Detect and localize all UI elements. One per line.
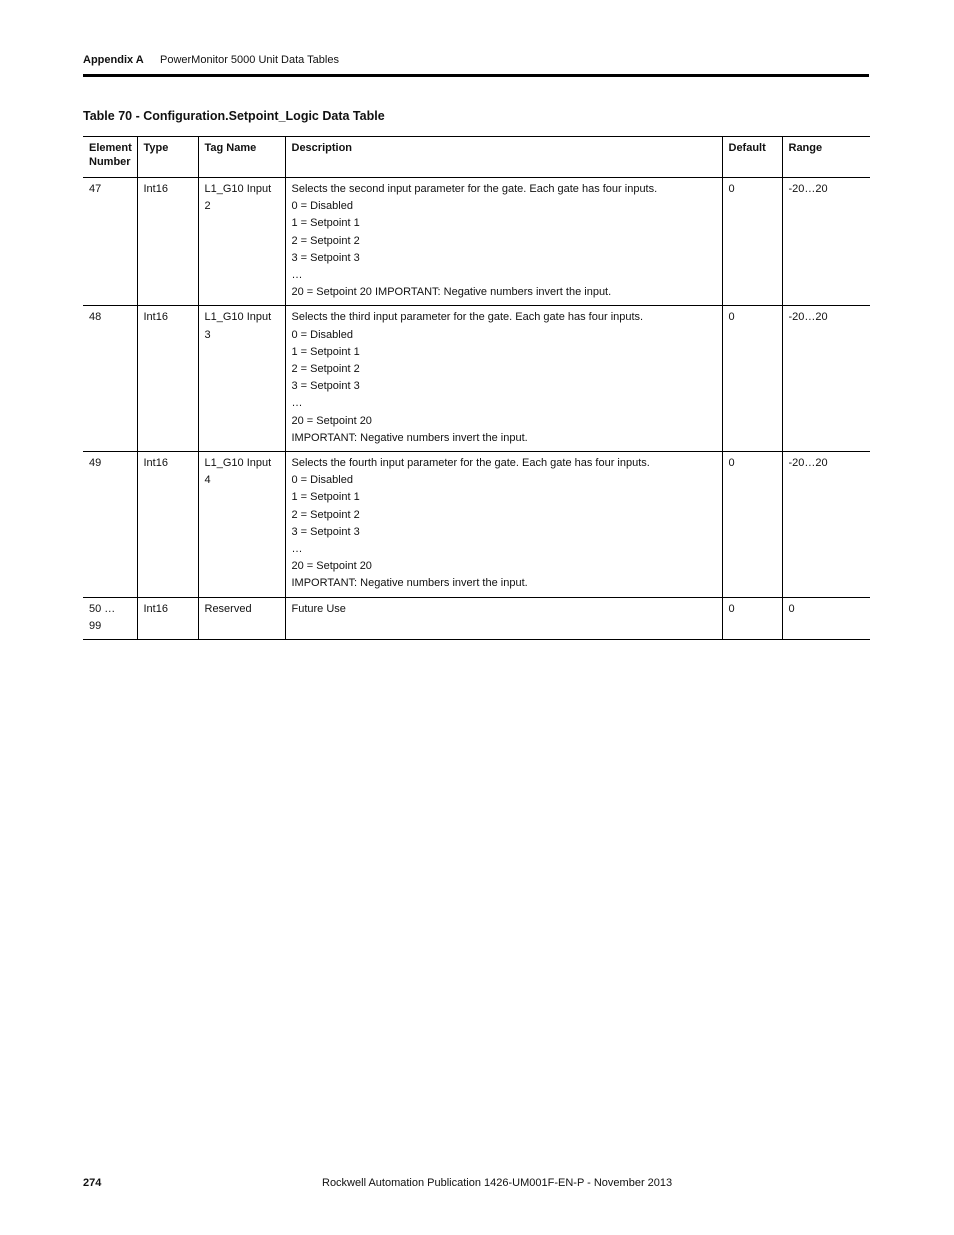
description-cell [285,178,722,306]
table-row [83,597,870,639]
range-cell: -20…20 [782,306,870,452]
type-cell: Int16 [137,178,198,306]
type-cell: Int16 [137,452,198,598]
description-line: 3 = Setpoint 3 [291,525,360,538]
table-row [83,178,870,306]
range-cell: -20…20 [782,178,870,306]
description-line: … [291,397,303,410]
column-header-tag-name: Tag Name [198,137,285,178]
column-header-type: Type [137,137,198,178]
description-line: Future Use [291,602,346,615]
description-cell [285,452,722,598]
description-line: IMPORTANT: Negative numbers invert the input. [291,431,528,444]
setpoint-logic-table [83,136,870,640]
type-cell: Int16 [137,597,198,639]
range-cell: -20…20 [782,452,870,598]
description-line: 2 = Setpoint 2 [291,363,360,376]
element-number-cell: 47 [83,178,137,306]
description-line: 20 = Setpoint 20 [291,414,372,427]
type-cell: Int16 [137,306,198,452]
description-line: 20 = Setpoint 20 [291,560,372,573]
description-line: … [291,543,303,556]
table-caption: Table 70 - Configuration.Setpoint_Logic Data Table [83,109,385,123]
column-header-description: Description [285,137,722,178]
description-line: 1 = Setpoint 1 [291,345,360,358]
description-line: 1 = Setpoint 1 [291,217,360,230]
publication-footer: Rockwell Automation Publication 1426-UM001F-EN-P - November 2013 [322,1177,673,1189]
description-line: Selects the third input parameter for the gate. Each gate has four inputs. [291,311,644,324]
description-cell [285,597,722,639]
range-cell: 0 [782,597,870,639]
element-number-cell: 49 [83,452,137,598]
description-line: Selects the fourth input parameter for the gate. Each gate has four inputs. [291,457,650,470]
description-line: 3 = Setpoint 3 [291,251,360,264]
page-number: 274 [83,1177,102,1189]
description-line: 20 = Setpoint 20 IMPORTANT: Negative numbers invert the input. [291,286,612,299]
description-line: IMPORTANT: Negative numbers invert the input. [291,577,528,590]
default-cell: 0 [722,452,782,598]
default-cell: 0 [722,306,782,452]
column-header-element-number: Element Number [83,137,137,178]
section-title: PowerMonitor 5000 Unit Data Tables [160,54,339,66]
description-line: 2 = Setpoint 2 [291,508,360,521]
tag-name-cell: L1_G10 Input 2 [198,178,285,306]
description-cell [285,306,722,452]
description-line: Selects the second input parameter for the gate. Each gate has four inputs. [291,183,658,195]
table-header-row [83,137,870,178]
default-cell: 0 [722,597,782,639]
tag-name-cell: Reserved [198,597,285,639]
appendix-label: Appendix A [83,54,144,66]
column-header-default: Default [722,137,782,178]
page-header [83,52,869,77]
element-number-cell: 48 [83,306,137,452]
table-row [83,306,870,452]
description-line: … [291,269,303,282]
table-row [83,452,870,598]
description-line: 0 = Disabled [291,474,353,487]
tag-name-cell: L1_G10 Input 3 [198,306,285,452]
description-line: 2 = Setpoint 2 [291,234,360,247]
default-cell: 0 [722,178,782,306]
description-line: 3 = Setpoint 3 [291,380,360,393]
tag-name-cell: L1_G10 Input 4 [198,452,285,598]
description-line: 0 = Disabled [291,200,353,213]
description-line: 1 = Setpoint 1 [291,491,360,504]
element-number-cell: 50 … 99 [83,597,137,639]
description-line: 0 = Disabled [291,328,353,341]
column-header-range: Range [782,137,870,178]
